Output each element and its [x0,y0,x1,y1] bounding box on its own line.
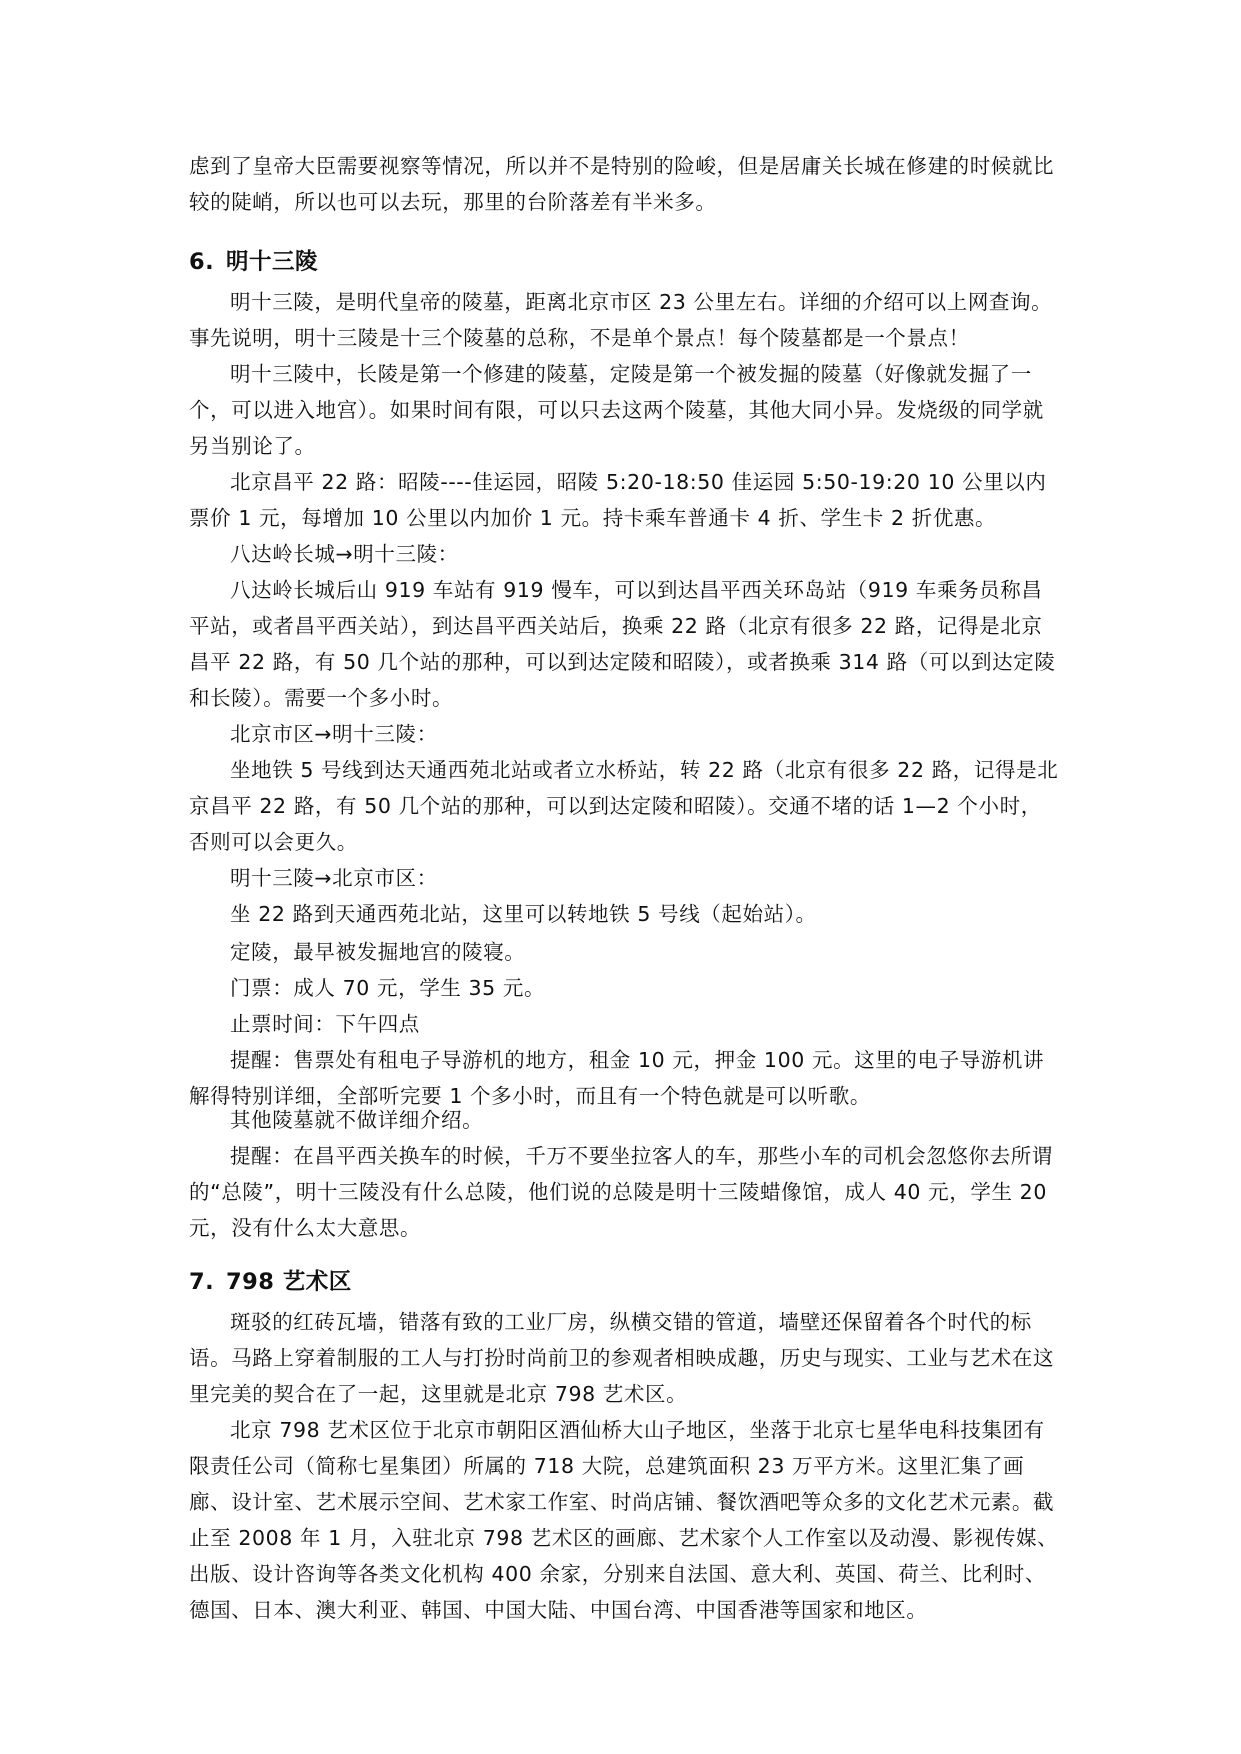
other-tombs-tip: 提醒：在昌平西关换车的时候，千万不要坐拉客人的车，那些小车的司机会忽悠你去所谓的“总陵”，明十三陵没有什么总陵，他们说的总陵是明十三陵蜡像馆，成人 40 元，学生 20 元，没有什么太大意思。 [189,1144,1053,1240]
paragraph: 北京昌平 22 路：昭陵----佳运园，昭陵 5:20-18:50 佳运园 5:50-19:20 10 公里以内票价 1 元，每增加 10 公里以内加价 1 元。持卡乘车普通卡 4 折、学生卡 2 折优惠。 [189,470,1047,530]
dingling-tip: 提醒：售票处有租电子导游机的地方，租金 10 元，押金 100 元。这里的电子导游机讲解得特别详细，全部听完要 1 个多小时，而且有一个特色就是可以听歌。 [189,1048,1045,1108]
other-tombs-block [189,1102,1059,1246]
paragraph: 坐地铁 5 号线到达天通西苑北站或者立水桥站，转 22 路（北京有很多 22 路，记得是北京昌平 22 路，有 50 几个站的那种，可以到达定陵和昭陵）。交通不堵的话 1—2 个小时，否则可以会更久。 [189,758,1059,854]
route-heading: 明十三陵→北京市区： [230,866,438,890]
dingling-intro: 定陵，最早被发掘地宫的陵寝。 [230,940,526,964]
section-6-title: 明十三陵 [226,249,319,275]
section-6-heading [189,244,1059,280]
paragraph: 坐 22 路到天通西苑北站，这里可以转地铁 5 号线（起始站）。 [230,902,817,926]
section-6-number: 6. [189,249,215,275]
intro-paragraph: 虑到了皇帝大臣需要视察等情况，所以并不是特别的险峻，但是居庸关长城在修建的时候就比较的陡峭，所以也可以去玩，那里的台阶落差有半米多。 [189,154,1055,214]
section-6-heading-block [189,244,1059,280]
section-7-number: 7. [189,1269,215,1295]
dingling-closing-time: 止票时间：下午四点 [230,1012,420,1036]
paragraph: 明十三陵，是明代皇帝的陵墓，距离北京市区 23 公里左右。详细的介绍可以上网查询。事先说明，明十三陵是十三个陵墓的总称，不是单个景点！每个陵墓都是一个景点！ [189,290,1053,350]
dingling-ticket: 门票：成人 70 元，学生 35 元。 [230,976,546,1000]
paragraph: 八达岭长城后山 919 车站有 919 慢车，可以到达昌平西关环岛站（919 车乘务员称昌平站，或者昌平西关站），到达昌平西关站后，换乘 22 路（北京有很多 22 路，记得是北京昌平 22 路，有 50 几个站的那种，可以到达定陵和昭陵），或者换乘 314 路（可以到达定陵和长陵）。需要一个多小时。 [189,578,1056,710]
section-7-body [189,1304,1059,1628]
paragraph: 斑驳的红砖瓦墙，错落有致的工业厂房，纵横交错的管道，墙壁还保留着各个时代的标语。马路上穿着制服的工人与打扮时尚前卫的参观者相映成趣，历史与现实、工业与艺术在这里完美的契合在了一起，这里就是北京 798 艺术区。 [189,1310,1055,1406]
route-heading: 北京市区→明十三陵： [230,722,438,746]
intro-block [189,148,1059,220]
section-7-heading [189,1264,1059,1300]
other-tombs-note: 其他陵墓就不做详细介绍。 [230,1108,484,1132]
paragraph: 北京 798 艺术区位于北京市朝阳区酒仙桥大山子地区，坐落于北京七星华电科技集团有限责任公司（简称七星集团）所属的 718 大院，总建筑面积 23 万平方米。这里汇集了画廊、设计室、艺术展示空间、艺术家工作室、时尚店铺、餐饮酒吧等众多的文化艺术元素。截止至 2008 年 1 月，入驻北京 798 艺术区的画廊、艺术家个人工作室以及动漫、影视传媒、出版、设计咨询等各类文化机构 400 余家，分别来自法国、意大利、英国、荷兰、比利时、德国、日本、澳大利亚、韩国、中国大陆、中国台湾、中国香港等国家和地区。 [189,1418,1059,1622]
route-heading: 八达岭长城→明十三陵： [230,542,459,566]
section-7-heading-block [189,1264,1059,1300]
paragraph: 明十三陵中，长陵是第一个修建的陵墓，定陵是第一个被发掘的陵墓（好像就发掘了一个，可以进入地宫）。如果时间有限，可以只去这两个陵墓，其他大同小异。发烧级的同学就另当别论了。 [189,362,1044,458]
dingling-block [189,934,1059,1114]
section-6-body [189,284,1059,932]
section-7-title: 798 艺术区 [226,1269,352,1295]
